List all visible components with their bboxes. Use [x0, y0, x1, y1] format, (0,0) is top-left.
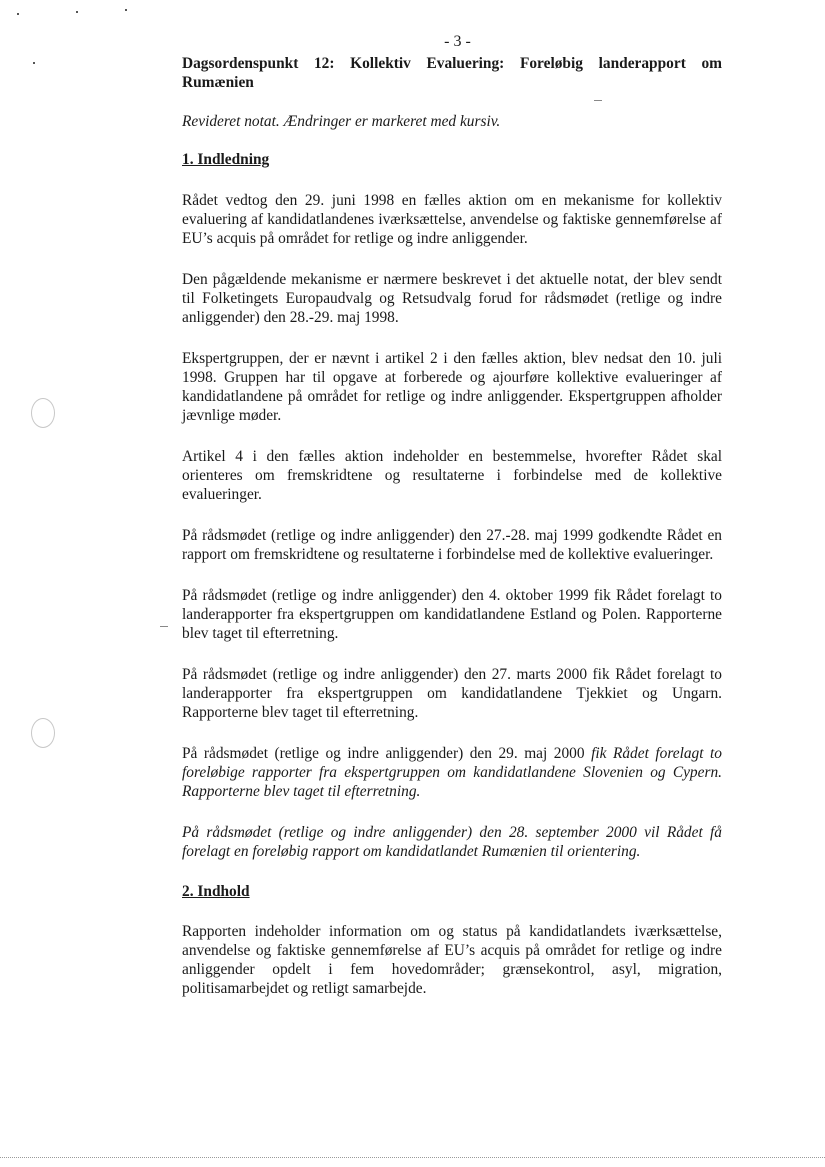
scan-speck	[125, 9, 127, 11]
section-heading-indledning: 1. Indledning	[182, 151, 270, 168]
scan-speck	[17, 13, 19, 15]
paragraph: Ekspertgruppen, der er nævnt i artikel 2 i den fælles aktion, blev nedsat den 10. juli 1998. Gruppen har til opgave at forberede og ajourføre kollektive evalueringer af kandidatlandene på området for retlige og indre anliggender. Ekspertgruppen afholder jævnlige møder.	[182, 350, 722, 424]
scan-speck	[33, 62, 35, 64]
scan-dash	[160, 626, 168, 627]
paragraph: Den pågældende mekanisme er nærmere beskrevet i det aktuelle notat, der blev sendt til Folketingets Europaudvalg og Retsudvalg forud for rådsmødet (retlige og indre anliggender) den 28.-29. maj 1998.	[182, 271, 722, 326]
paragraph-mixed	[182, 744, 722, 801]
paragraph: På rådsmødet (retlige og indre anliggender) den 4. oktober 1999 fik Rådet forelagt to landerapporter fra ekspertgruppen om kandidatlandene Estland og Polen. Rapporterne blev taget til efterretning.	[182, 587, 722, 642]
paragraph: På rådsmødet (retlige og indre anliggender) den 27. marts 2000 fik Rådet forelagt to landerapporter fra ekspertgruppen om kandidatlandene Tjekkiet og Ungarn. Rapporterne blev taget til efterretning.	[182, 666, 722, 721]
page-number: - 3 -	[444, 33, 471, 50]
paragraph: Rapporten indeholder information om og status på kandidatlandets iværksættelse, anvendelse og faktiske gennemførelse af EU’s acquis på området for retlige og indre anliggender opdelt i fem hovedområder; grænsekontrol, asyl, migration, politisamarbejdet og retligt samarbejde.	[182, 923, 722, 997]
revision-note: Revideret notat. Ændringer er markeret med kursiv.	[182, 113, 501, 130]
document-title: Dagsordenspunkt 12: Kollektiv Evaluering: Foreløbig landerapport om Rumænien	[182, 55, 722, 91]
paragraph: Artikel 4 i den fælles aktion indeholder en bestemmelse, hvorefter Rådet skal orienteres om fremskridtene og resultaterne i forbindelse med de kollektive evalueringer.	[182, 448, 722, 503]
scan-bottom-edge	[0, 1157, 825, 1158]
paragraph-plain-part: På rådsmødet (retlige og indre anliggender) den 29. maj 2000	[182, 745, 592, 762]
paragraph: På rådsmødet (retlige og indre anliggender) den 27.-28. maj 1999 godkendte Rådet en rapport om fremskridtene og resultaterne i forbindelse med de kollektive evalueringer.	[182, 527, 722, 563]
paragraph-italic-part: fik Rådet forelagt to foreløbige rapporter fra ekspertgruppen om kandidatlandene Slovenien og Cypern. Rapporterne blev taget til efterretning.	[182, 745, 722, 800]
scan-dash	[594, 100, 602, 101]
section-heading-indhold: 2. Indhold	[182, 883, 250, 900]
punch-hole-mark	[31, 718, 55, 748]
paragraph: Rådet vedtog den 29. juni 1998 en fælles aktion om en mekanisme for kollektiv evaluering af kandidatlandenes iværksættelse, anvendelse og faktiske gennemførelse af EU’s acquis på området for retlige og indre anliggender.	[182, 192, 722, 247]
paragraph-italic: På rådsmødet (retlige og indre anliggender) den 28. september 2000 vil Rådet få forelagt en foreløbig rapport om kandidatlandet Rumænien til orientering.	[182, 824, 722, 860]
document-body	[182, 54, 722, 998]
scan-speck	[76, 11, 78, 13]
punch-hole-mark	[31, 398, 55, 428]
